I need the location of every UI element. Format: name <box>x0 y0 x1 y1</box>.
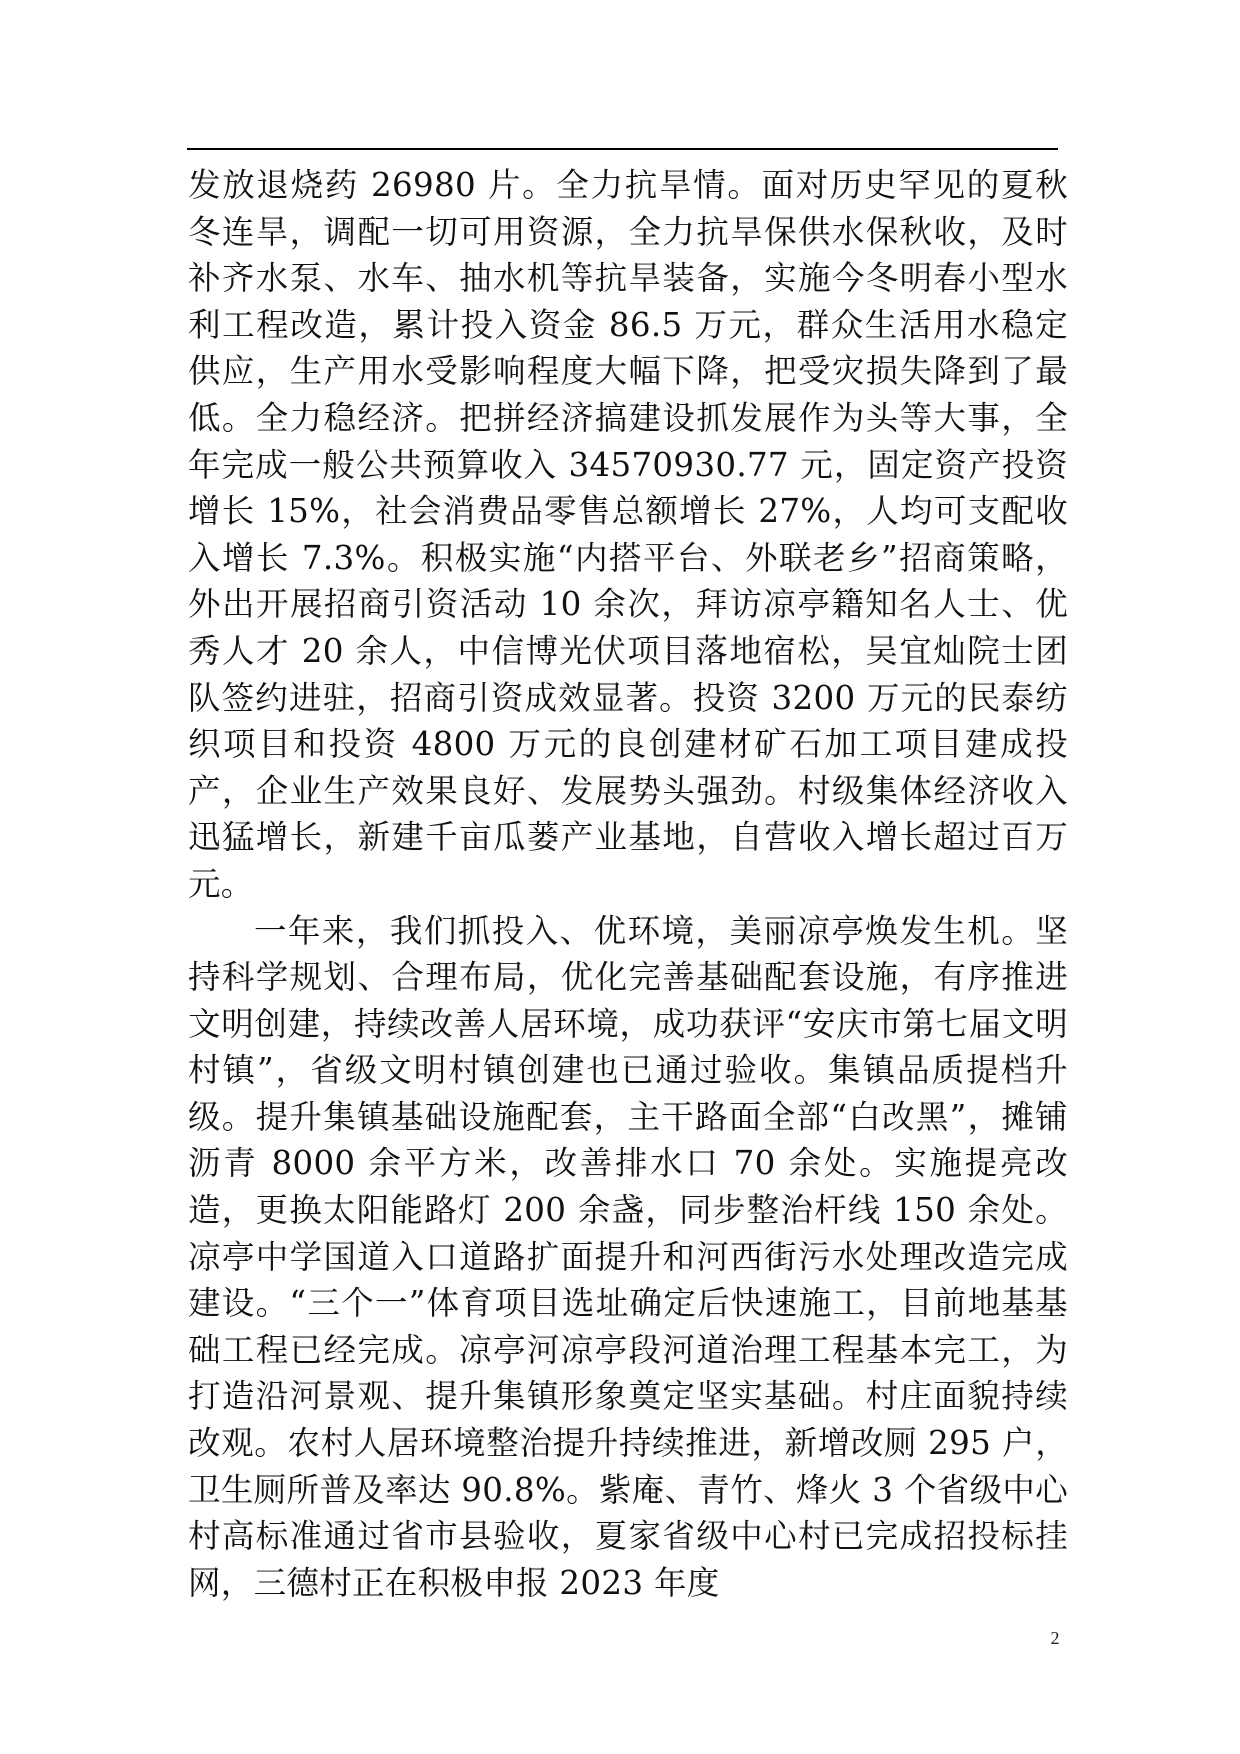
paragraph-1: 发放退烧药 26980 片。全力抗旱情。面对历史罕见的夏秋冬连旱，调配一切可用资源，全力抗旱保供水保秋收，及时补齐水泵、水车、抽水机等抗旱装备，实施今冬明春小型水利工程改造，累计投入资金 86.5 万元，群众生活用水稳定供应，生产用水受影响程度大幅下降，把受灾损失降到了最低。全力稳经济。把拼经济搞建设抓发展作为头等大事，全年完成一般公共预算收入 34570930.77 元，固定资产投资增长 15%，社会消费品零售总额增长 27%，人均可支配收入增长 7.3%。积极实施“内搭平台、外联老乡”招商策略，外出开展招商引资活动 10 余次，拜访凉亭籍知名人士、优秀人才 20 余人，中信博光伏项目落地宿松，吴宜灿院士团队签约进驻，招商引资成效显著。投资 3200 万元的民泰纺织项目和投资 4800 万元的良创建材矿石加工项目建成投产，企业生产效果良好、发展势头强劲。村级集体经济收入迅猛增长，新建千亩瓜蒌产业基地，自营收入增长超过百万元。 <box>188 166 1068 903</box>
paragraph-2: 一年来，我们抓投入、优环境，美丽凉亭焕发生机。坚持科学规划、合理布局，优化完善基础配套设施，有序推进文明创建，持续改善人居环境，成功获评“安庆市第七届文明村镇”，省级文明村镇创建也已通过验收。集镇品质提档升级。提升集镇基础设施配套，主干路面全部“白改黑”，摊铺沥青 8000 余平方米，改善排水口 70 余处。实施提亮改造，更换太阳能路灯 200 余盏，同步整治杆线 150 余处。凉亭中学国道入口道路扩面提升和河西街污水处理改造完成建设。“三个一”体育项目选址确定后快速施工，目前地基基础工程已经完成。凉亭河凉亭段河道治理工程基本完工，为打造沿河景观、提升集镇形象奠定坚实基础。村庄面貌持续改观。农村人居环境整治提升持续推进，新增改厕 295 户，卫生厕所普及率达 90.8%。紫庵、青竹、烽火 3 个省级中心村高标准通过省市县验收，夏家省级中心村已完成招投标挂网，三德村正在积极申报 2023 年度 <box>188 911 1068 1602</box>
header-rule <box>187 148 1058 150</box>
body-text <box>188 162 1068 1606</box>
page-number: 2 <box>1050 1628 1060 1648</box>
